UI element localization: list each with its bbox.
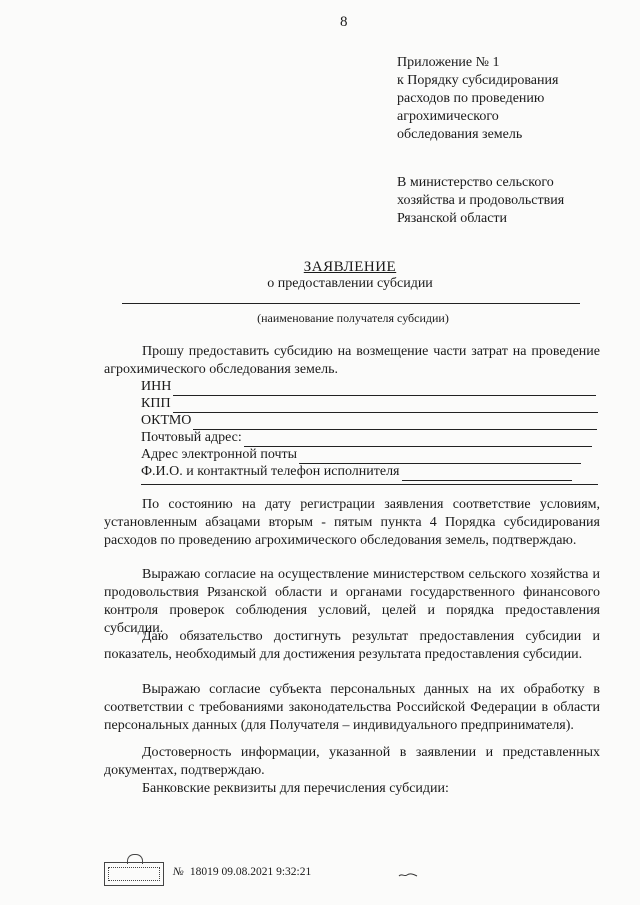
annex-line: расходов по проведению: [397, 91, 545, 106]
annex-header: [397, 54, 597, 144]
stamp-dome: [127, 854, 143, 864]
obligation-paragraph: Даю обязательство достигнуть результат предоставления субсидии и показатель, необходимый для достижения результата предоставления субсидии.: [104, 629, 600, 662]
bank-details-heading: Банковские реквизиты для перечисления субсидии:: [142, 781, 449, 796]
registration-line: [173, 866, 311, 878]
contact-extra-line[interactable]: [141, 484, 598, 485]
email-field: [141, 446, 581, 464]
document-title: [0, 259, 640, 276]
kpp-label: КПП: [141, 396, 171, 411]
recipient-name-line[interactable]: [122, 303, 580, 304]
signature-scribble-icon: [398, 872, 418, 878]
inn-field: [141, 378, 596, 396]
kpp-input-line[interactable]: [173, 399, 598, 413]
inn-label: ИНН: [141, 379, 172, 394]
page-number: 8: [340, 14, 348, 30]
registration-number-sign: №: [173, 866, 184, 878]
request-paragraph: Прошу предоставить субсидию на возмещение части затрат на проведение агрохимического обследования земель.: [104, 344, 600, 377]
compliance-paragraph: По состоянию на дату регистрации заявления соответствие условиям, установленным абзацами вторым - пятым пункта 4 Порядка субсидирования расходов по проведению агрохимического обследования земель, подтверждаю.: [104, 497, 600, 548]
postal-address-label: Почтовый адрес:: [141, 430, 242, 445]
annex-line: к Порядку субсидирования: [397, 73, 559, 88]
accuracy-paragraph: Достоверность информации, указанной в заявлении и представленных документах, подтверждаю.: [104, 745, 600, 778]
addressee-line: хозяйства и продовольствия: [397, 193, 565, 208]
recipient-name-caption: (наименование получателя субсидии): [257, 311, 449, 325]
annex-line: агрохимического: [397, 109, 499, 124]
addressee-line: Рязанской области: [397, 211, 508, 226]
oktmo-label: ОКТМО: [141, 413, 192, 428]
addressee-block: [397, 174, 597, 228]
postal-address-input-line[interactable]: [244, 433, 592, 447]
annex-line: обследования земель: [397, 127, 523, 142]
stamp-inner-frame: [108, 867, 160, 881]
kpp-field: [141, 395, 598, 413]
email-input-line[interactable]: [299, 450, 581, 464]
postal-address-field: [141, 429, 592, 447]
document-subtitle: о предоставлении субсидии: [267, 276, 433, 291]
contact-label: Ф.И.О. и контактный телефон исполнителя: [141, 464, 400, 479]
annex-line: Приложение № 1: [397, 55, 500, 70]
registration-details: 18019 09.08.2021 9:32:21: [189, 866, 312, 878]
document-title-text: ЗАЯВЛЕНИЕ: [303, 259, 397, 275]
registration-stamp-icon: [104, 862, 164, 886]
email-label: Адрес электронной почты: [141, 447, 298, 462]
addressee-line: В министерство сельского: [397, 175, 554, 190]
contact-input-line[interactable]: [402, 467, 572, 481]
oktmo-field: [141, 412, 597, 430]
inn-input-line[interactable]: [173, 382, 596, 396]
oktmo-input-line[interactable]: [193, 416, 597, 430]
contact-field: [141, 463, 572, 481]
inspection-consent-paragraph: Выражаю согласие на осуществление министерством сельского хозяйства и продовольствия Рязанской области и органами государственного финансового контроля проверок соблюдения условий, целей и порядка предоставления субсидии.: [104, 567, 600, 636]
personal-data-consent-paragraph: Выражаю согласие субъекта персональных данных на их обработку в соответствии с требованиями законодательства Российской Федерации в области персональных данных (для Получателя – индивидуального предпринимателя).: [104, 682, 600, 733]
